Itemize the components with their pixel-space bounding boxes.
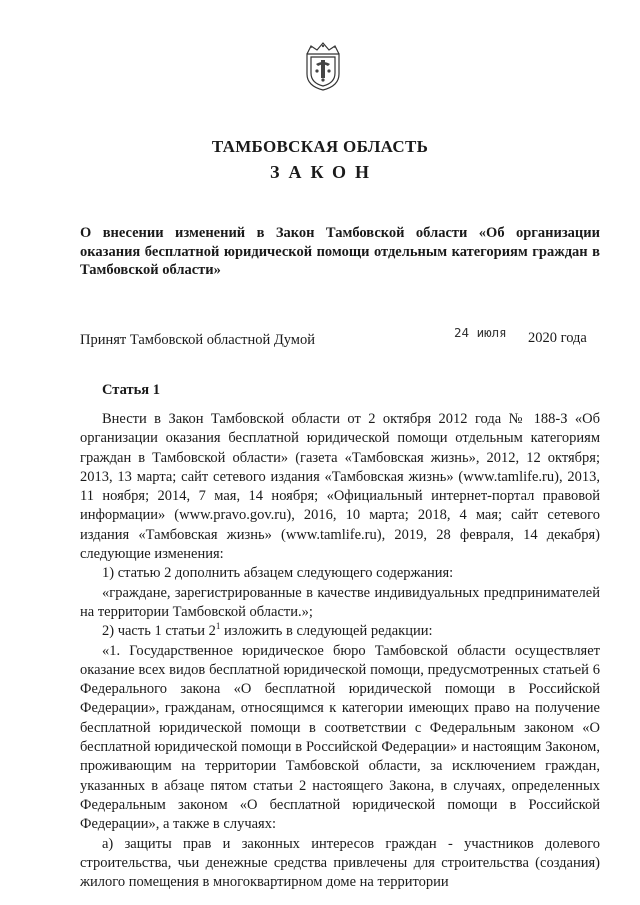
article-title: Статья 1: [102, 382, 160, 398]
subitem-a-paragraph: а) защиты прав и законных интересов граждан - участников долевого строительства, чьи денежные средства привлечены для строительства (создания) жилого помещения в многоквартирном доме на территории: [80, 835, 600, 891]
article-intro-paragraph: Внести в Закон Тамбовской области от 2 октября 2012 года № 188-З «Об организации оказания бесплатной юридической помощи отдельным категориям граждан в Тамбовской области» (газета «Тамбовская жизнь», 2012, 12 октября; 2013, 13 марта; сайт сетевого издания «Тамбовская жизнь» (www.tamlife.ru), 2013, 11 ноября; 2014, 7 мая, 14 ноября; «Официальный интернет-портал правовой информации» (www.pravo.gov.ru), 2016, 10 марта; 2018, 4 мая; сайт сетевого издания «Тамбовская жизнь» (www.tamlife.ru), 2019, 28 февраля, 14 декабря) следующие изменения:: [80, 411, 600, 563]
amendment-item-2: [80, 622, 600, 641]
article-number-superscript: 1: [215, 621, 221, 632]
document-type-heading: ЗАКОН: [269, 162, 379, 182]
adoption-statement: Принят Тамбовской областной Думой: [80, 332, 315, 348]
amendment-item-2-text: 2) часть 1 статьи 2: [102, 623, 216, 640]
region-heading: ТАМБОВСКАЯ ОБЛАСТЬ: [211, 137, 429, 156]
law-subject: О внесении изменений в Закон Тамбовской области «Об организации оказания бесплатной юридической помощи отдельным категориям граждан в Тамбовской области»: [80, 225, 600, 278]
adoption-year: 2020 года: [528, 330, 587, 346]
amendment-item-1: 1) статью 2 дополнить абзацем следующего содержания:: [102, 565, 454, 582]
coat-of-arms-icon: [301, 40, 345, 92]
article-body: [80, 410, 600, 892]
new-part-1-paragraph: «1. Государственное юридическое бюро Тамбовской области осуществляет оказание всех видов бесплатной юридической помощи, предусмотренных статьей 6 Федерального закона «О бесплатной юридической помощи в Российской Федерации», гражданам, относящимся к категории имеющих право на получение бесплатной юридической помощи в соответствии с Федеральным законом «О бесплатной юридической помощи в Российской Федерации» и настоящим Законом, проживающим на территории Тамбовской области, за исключением граждан, указанных в абзаце пятом статьи 2 настоящего Закона, в случаях, определенных Федеральным законом «О бесплатной юридической помощи в Российской Федерации», а также в случаях:: [80, 642, 600, 833]
amendment-item-1-quote: «граждане, зарегистрированные в качестве индивидуальных предпринимателей на территории Тамбовской области.»;: [80, 584, 600, 620]
adoption-day-month: 24 июля: [454, 325, 507, 340]
amendment-item-2-tail: изложить в следующей редакции:: [220, 623, 433, 640]
